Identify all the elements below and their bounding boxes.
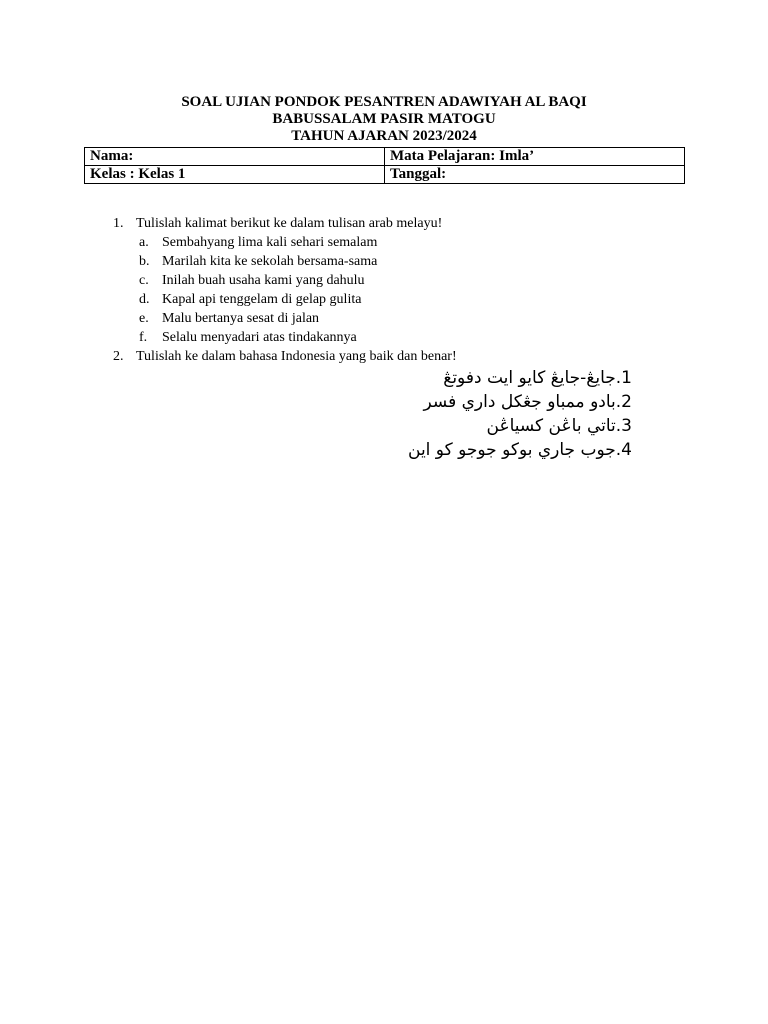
question-number: 2.	[113, 349, 124, 364]
sub-item-letter: a.	[139, 235, 149, 250]
sub-item-f	[0, 328, 768, 347]
question-number: 1.	[113, 216, 124, 231]
student-info-table	[84, 147, 685, 184]
tanggal-cell: Tanggal:	[385, 166, 685, 184]
arabic-sentence: 4.جوب جاري بوكو جوجو كو اين	[408, 440, 632, 460]
info-row-1	[85, 148, 685, 166]
nama-cell: Nama:	[85, 148, 385, 166]
sub-item-letter: c.	[139, 273, 149, 288]
header-location: BABUSSALAM PASIR MATOGU	[272, 111, 496, 127]
sub-item-text: Selalu menyadari atas tindakannya	[162, 330, 357, 345]
mata-pelajaran-cell: Mata Pelajaran: Imla’	[385, 148, 685, 166]
sub-item-text: Kapal api tenggelam di gelap gulita	[162, 292, 362, 307]
sub-item-text: Sembahyang lima kali sehari semalam	[162, 235, 378, 250]
arabic-sentence: 1.جايڠ-جايڠ كايو ايت دفوتڠ	[443, 368, 632, 388]
sub-item-letter: e.	[139, 311, 149, 326]
arabic-sentence: 2.بادو ممباو جڠكل داري فسر	[423, 392, 632, 412]
question-text: Tulislah kalimat berikut ke dalam tulisan arab melayu!	[136, 216, 443, 231]
question-list	[0, 214, 768, 366]
sub-item-b	[0, 252, 768, 271]
header-academic-year: TAHUN AJARAN 2023/2024	[291, 128, 477, 144]
sub-item-c	[0, 271, 768, 290]
sub-item-letter: b.	[139, 254, 150, 269]
sub-item-d	[0, 290, 768, 309]
kelas-cell: Kelas : Kelas 1	[85, 166, 385, 184]
sub-item-text: Malu bertanya sesat di jalan	[162, 311, 320, 326]
sub-item-e	[0, 309, 768, 328]
sub-item-text: Inilah buah usaha kami yang dahulu	[162, 273, 365, 288]
sub-item-letter: f.	[139, 330, 148, 345]
header-school-title: SOAL UJIAN PONDOK PESANTREN ADAWIYAH AL BAQI	[181, 94, 587, 110]
question-1	[0, 214, 768, 233]
arabic-sentence: 3.تاتي باڠن كسياڠن	[486, 416, 632, 436]
question-2	[0, 347, 768, 366]
info-row-2	[85, 166, 685, 184]
sub-item-a	[0, 233, 768, 252]
sub-item-text: Marilah kita ke sekolah bersama-sama	[162, 254, 378, 269]
sub-item-letter: d.	[139, 292, 150, 307]
arabic-sentence-list	[232, 366, 632, 462]
question-text: Tulislah ke dalam bahasa Indonesia yang baik dan benar!	[136, 349, 457, 364]
exam-header	[0, 94, 768, 145]
